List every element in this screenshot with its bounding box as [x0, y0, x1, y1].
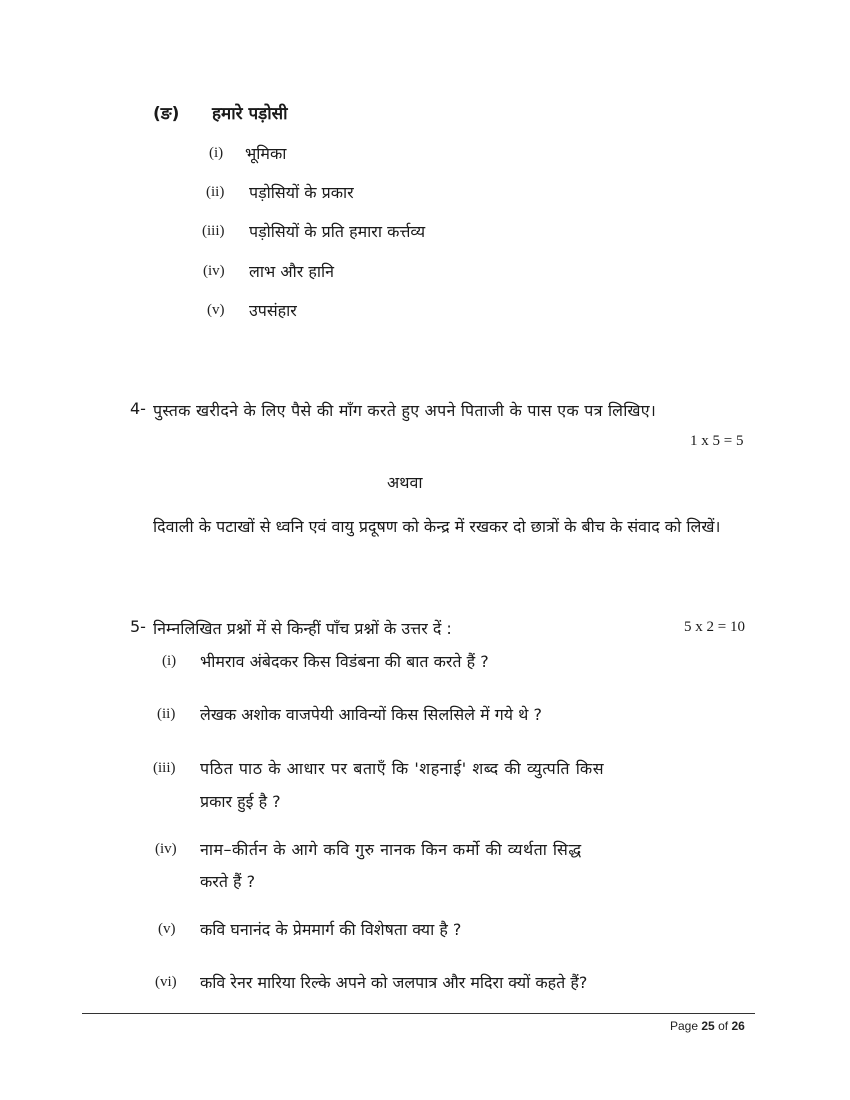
total-pages: 26 [731, 1019, 745, 1033]
sub-question-text: भीमराव अंबेदकर किस विडंबना की बात करते हैं ? [200, 652, 489, 671]
question-number: 5- [130, 617, 146, 636]
marks-label: 5 x 2 = 10 [684, 619, 745, 635]
sub-question-number: (ii) [157, 706, 176, 722]
marks-label: 1 x 5 = 5 [690, 433, 744, 449]
outline-item-number: (iii) [202, 223, 225, 239]
footer-divider [82, 1013, 755, 1014]
or-label: अथवा [387, 473, 423, 492]
question-text: पुस्तक खरीदने के लिए पैसे की माँग करते हुए अपने पिताजी के पास एक पत्र लिखिए। [153, 401, 657, 420]
sub-question-number: (iv) [155, 841, 177, 857]
sub-question-text-continued: प्रकार हुई है ? [200, 792, 281, 811]
sub-question-text: नाम–कीर्तन के आगे कवि गुरु नानक किन कर्मो की व्यर्थता सिद्ध [200, 840, 582, 859]
outline-item-number: (i) [209, 145, 224, 161]
sub-question-text: पठित पाठ के आधार पर बताएँ कि 'शहनाई' शब्द की व्युत्पति किस [200, 759, 605, 778]
sub-question-text-continued: करते हैं ? [200, 872, 256, 891]
sub-question-number: (vi) [155, 974, 177, 990]
alternative-question-text: दिवाली के पटाखों से ध्वनि एवं वायु प्रदूषण को केन्द्र में रखकर दो छात्रों के बीच के संवाद को लिखें। [153, 517, 721, 536]
sub-question-text: लेखक अशोक वाजपेयी आविन्यों किस सिलसिले में गये थे ? [200, 705, 542, 724]
outline-item-text: भूमिका [245, 144, 287, 163]
page-word: Page [670, 1019, 699, 1033]
question-number: 4- [130, 399, 146, 418]
of-word: of [718, 1019, 729, 1033]
question-text: निम्नलिखित प्रश्नों में से किन्हीं पाँच प्रश्नों के उत्तर दें : [153, 619, 452, 638]
outline-item-number: (ii) [206, 184, 225, 200]
sub-question-text: कवि रेनर मारिया रिल्के अपने को जलपात्र और मदिरा क्यों कहते हैं? [200, 973, 588, 992]
sub-question-number: (v) [158, 921, 176, 937]
outline-item-text: पड़ोसियों के प्रकार [249, 183, 354, 202]
outline-item-text: पड़ोसियों के प्रति हमारा कर्त्तव्य [249, 222, 426, 241]
outline-item-text: उपसंहार [249, 301, 297, 320]
outline-item-number: (v) [207, 302, 225, 318]
section-title: हमारे पड़ोसी [212, 104, 288, 124]
sub-question-number: (i) [162, 653, 177, 669]
sub-question-number: (iii) [153, 760, 176, 776]
current-page: 25 [701, 1019, 715, 1033]
sub-question-text: कवि घनानंद के प्रेममार्ग की विशेषता क्या है ? [200, 920, 462, 939]
outline-item-number: (iv) [203, 263, 225, 279]
section-label: (ङ) [153, 104, 180, 124]
outline-item-text: लाभ और हानि [249, 262, 334, 281]
page-number [670, 1019, 745, 1033]
